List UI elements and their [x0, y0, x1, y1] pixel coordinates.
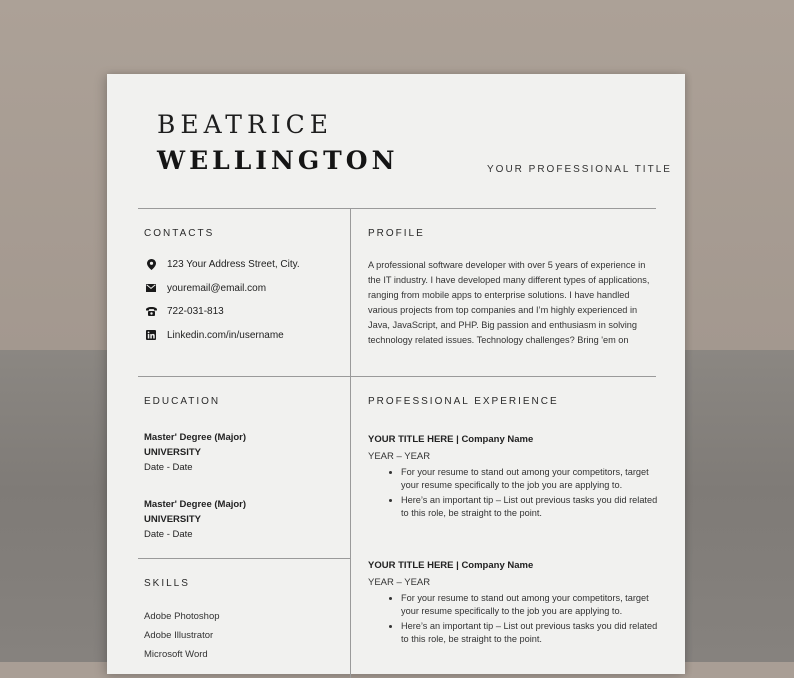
education-degree: Master' Degree (Major): [144, 499, 247, 510]
skill-item: Microsoft Word: [144, 649, 208, 660]
envelope-icon: [145, 282, 157, 294]
last-name: WELLINGTON: [157, 146, 399, 175]
job-bullet: • For your resume to stand out among your competitors, target your resume specifically to the job you are applying to.: [401, 466, 658, 492]
location-pin-icon: [145, 258, 157, 270]
contact-email[interactable]: [145, 282, 266, 294]
education-date: Date - Date: [144, 462, 193, 473]
job-bullets: [368, 592, 658, 646]
education-university: UNIVERSITY: [144, 447, 202, 458]
education-date: Date - Date: [144, 529, 193, 540]
job-years: YEAR – YEAR: [368, 451, 431, 462]
education-entry: [144, 430, 246, 475]
contact-email-text[interactable]: youremail@email.com: [167, 282, 267, 294]
professional-title: YOUR PROFESSIONAL TITLE: [487, 164, 672, 175]
divider-top: [138, 208, 656, 209]
job-bullets: [368, 466, 658, 520]
job-years: YEAR – YEAR: [368, 577, 431, 588]
linkedin-icon: [145, 329, 157, 341]
education-entry: [144, 497, 246, 542]
contact-linkedin-text[interactable]: Linkedin.com/in/username: [167, 329, 284, 341]
experience-entry: [368, 558, 658, 648]
job-bullet: • For your resume to stand out among your competitors, target your resume specifically to the job you are applying to.: [401, 592, 658, 618]
education-degree: Master' Degree (Major): [144, 432, 247, 443]
contact-phone-text: 722-031-813: [167, 305, 224, 317]
skills-heading: SKILLS: [144, 578, 190, 589]
divider-left-lower: [138, 558, 350, 559]
contact-phone: [145, 305, 224, 317]
job-title: YOUR TITLE HERE | Company Name: [368, 560, 534, 571]
contact-linkedin[interactable]: [145, 329, 284, 341]
education-heading: EDUCATION: [144, 396, 221, 407]
profile-text: A professional software developer with over 5 years of experience in the IT industry. I have developed many different types of applications, ranging from mobile apps to enterprise solutions. I have handled various projects from top companies and I’m highly experienced in Java, JavaScript, and PHP. Big passion and enthusiasm in solving technology related issues. Technology challenges? Bring 'em on: [368, 260, 650, 345]
divider-vertical: [350, 208, 351, 678]
skill-item: Adobe Illustrator: [144, 630, 214, 641]
resume-page: [107, 74, 685, 674]
job-bullet: • Here’s an important tip – List out previous tasks you did related to this role, be straight to the point.: [401, 494, 658, 520]
skill-item: Adobe Photoshop: [144, 611, 220, 622]
first-name: BEATRICE: [157, 110, 334, 139]
experience-heading: PROFESSIONAL EXPERIENCE: [368, 396, 559, 407]
contact-address-text: 123 Your Address Street, City.: [167, 258, 300, 270]
contact-address: [145, 258, 300, 270]
job-bullet: • Here’s an important tip – List out previous tasks you did related to this role, be straight to the point.: [401, 620, 658, 646]
divider-middle: [138, 376, 656, 377]
job-title: YOUR TITLE HERE | Company Name: [368, 434, 534, 445]
contacts-heading: CONTACTS: [144, 228, 215, 239]
experience-entry: [368, 432, 658, 522]
profile-heading: PROFILE: [368, 228, 425, 239]
education-university: UNIVERSITY: [144, 514, 202, 525]
phone-icon: [145, 305, 157, 317]
